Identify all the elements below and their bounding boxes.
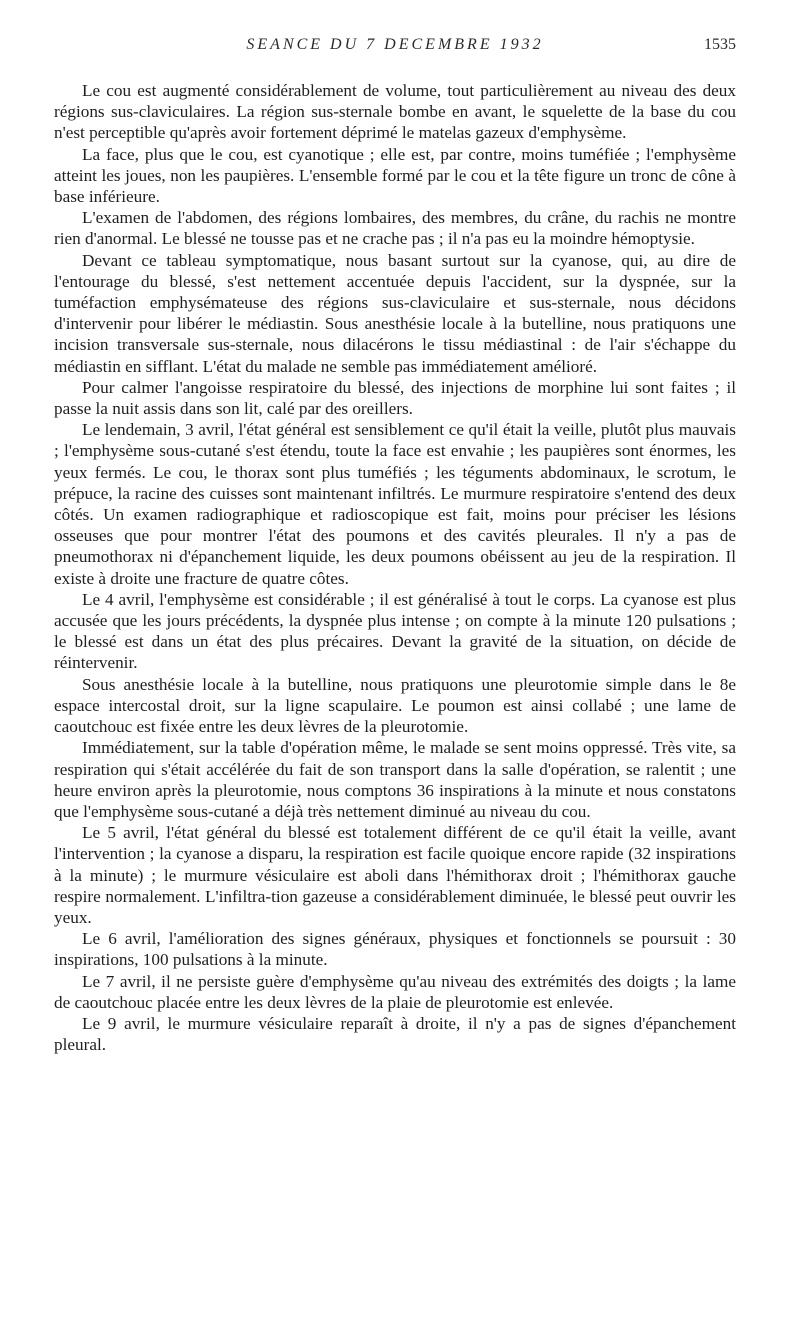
paragraph: Le 6 avril, l'amélioration des signes généraux, physiques et fonctionnels se poursuit : 30 inspirations, 100 pulsations à la minute. (54, 929, 736, 970)
paragraph: La face, plus que le cou, est cyanotique ; elle est, par contre, moins tuméfiée ; l'emphysème atteint les joues, non les paupières. L'ensemble formé par le cou et la tête figure un tronc de cône à base inférieure. (54, 144, 736, 207)
paragraph: Pour calmer l'angoisse respiratoire du blessé, des injections de morphine lui sont faites ; il passe la nuit assis dans son lit, calé par des oreillers. (54, 377, 736, 419)
paragraph: Immédiatement, sur la table d'opération même, le malade se sent moins oppressé. Très vite, sa respiration qui s'était accélérée du fait de son transport dans la salle d'opération, se ralentit ; une heure environ après la pleurotomie, nous comptons 36 inspirations à la minute et nous constatons que l'emphysème sous-cutané a déjà très nettement diminué au niveau du cou. (54, 738, 736, 821)
paragraph: Le cou est augmenté considérablement de volume, tout particulièrement au niveau des deux régions sus-claviculaires. La région sus-sternale bombe en avant, le squelette de la base du cou n'est perceptible qu'après avoir fortement déprimé le matelas gazeux d'emphysème. (54, 81, 736, 143)
paragraph: Sous anesthésie locale à la butelline, nous pratiquons une pleurotomie simple dans le 8e espace intercostal droit, sur la ligne scapulaire. Le poumon est ainsi collabé ; une lame de caoutchouc est fixée entre les deux lèvres de la pleurotomie. (54, 674, 736, 737)
paragraph: Le 4 avril, l'emphysème est considérable ; il est généralisé à tout le corps. La cyanose est plus accusée que les jours précédents, la dyspnée plus intense ; on compte à la minute 120 pulsations ; le blessé est dans un état des plus précaires. Devant la gravité de la situation, on décide de réintervenir. (54, 589, 736, 673)
paragraph: L'examen de l'abdomen, des régions lombaires, des membres, du crâne, du rachis ne montre rien d'anormal. Le blessé ne tousse pas et ne crache pas ; il n'a pas eu la moindre hémoptysie. (54, 208, 736, 249)
running-title: SEANCE DU 7 DECEMBRE 1932 (246, 36, 544, 53)
page-number: 1535 (704, 36, 736, 53)
body-text (54, 80, 736, 1055)
paragraph: Le 9 avril, le murmure vésiculaire reparaît à droite, il n'y a pas de signes d'épanchement pleural. (54, 1013, 736, 1055)
paragraph: Le lendemain, 3 avril, l'état général est sensiblement ce qu'il était la veille, plutôt plus mauvais ; l'emphysème sous-cutané s'est étendu, toute la face est envahie ; les paupières sont énormes, les yeux fermés. Le cou, le thorax sont plus tuméfiés ; les téguments abdominaux, le scrotum, le prépuce, la racine des cuisses sont maintenant infiltrés. Le murmure respiratoire s'entend des deux côtés. Un examen radiographique et radioscopique est fait, moins pour préciser les lésions osseuses que pour montrer l'état des poumons et des cavités pleurales. Il n'y a pas de pneumothorax ni d'épanchement liquide, les deux poumons obéissent au jeu de la respiration. Il existe à droite une fracture de quatre côtes. (54, 420, 736, 588)
paragraph: Le 5 avril, l'état général du blessé est totalement différent de ce qu'il était la veille, avant l'intervention ; la cyanose a disparu, la respiration est facile quoique encore rapide (32 inspirations à la minute) ; le murmure vésiculaire est aboli dans l'hémithorax droit ; l'hémithorax gauche respire normalement. L'infiltra-tion gazeuse a considérablement diminuée, le blessé peut ouvrir les yeux. (54, 823, 736, 927)
page-header (54, 36, 736, 58)
paragraph: Devant ce tableau symptomatique, nous basant surtout sur la cyanose, qui, au dire de l'entourage du blessé, s'est nettement accentuée depuis l'accident, sur la dyspnée, sur la tuméfaction emphysémateuse des régions sus-claviculaire et sus-sternale, nous décidons d'intervenir pour libérer le médiastin. Sous anesthésie locale à la butelline, nous pratiquons une incision transversale sus-sternale, nous dilacérons le tissu médiastinal : de l'air s'échappe du médiastin en sifflant. L'état du malade ne semble pas immédiatement amélioré. (54, 250, 736, 376)
paragraph: Le 7 avril, il ne persiste guère d'emphysème qu'au niveau des extrémités des doigts ; la lame de caoutchouc placée entre les deux lèvres de la plaie de pleurotomie est enlevée. (54, 971, 736, 1012)
